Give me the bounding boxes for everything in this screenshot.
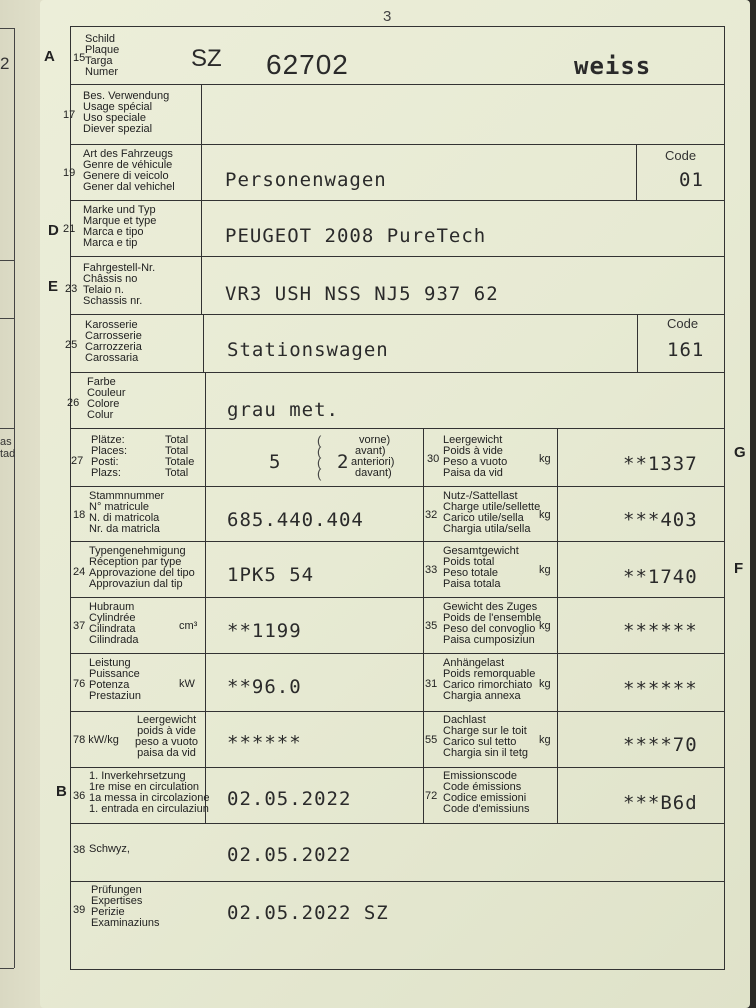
unit-label: kg bbox=[539, 564, 551, 576]
unit-label: kg bbox=[539, 509, 551, 521]
divider bbox=[205, 712, 206, 768]
total-weight-value: **1740 bbox=[623, 566, 698, 588]
field-number: 19 bbox=[63, 167, 76, 179]
field-label: Typengenehmigung Réception par type Approvazione del tipo Approvaziun dal tip bbox=[89, 545, 195, 590]
make-model-value: PEUGEOT 2008 PureTech bbox=[225, 225, 487, 247]
field-label: 1. Inverkehrsetzung 1re mise en circulation 1a messa in circolazione 1. entrada en circulaziun bbox=[89, 770, 210, 815]
row-seats-empty-weight bbox=[71, 429, 724, 487]
divider bbox=[203, 315, 204, 373]
divider bbox=[205, 373, 206, 429]
row-first-registration-emission bbox=[71, 768, 724, 824]
field-number: 55 bbox=[425, 734, 438, 746]
field-label: Plätze: Places: Posti: Plazs: bbox=[91, 434, 128, 479]
field-number: 25 bbox=[65, 339, 78, 351]
divider bbox=[205, 487, 206, 542]
field-label: Karosserie Carrosserie Carrozzeria Carossaria bbox=[85, 319, 142, 364]
payload-value: ***403 bbox=[623, 509, 698, 531]
field-number: 35 bbox=[425, 620, 438, 632]
divider bbox=[557, 712, 558, 768]
divider bbox=[0, 318, 14, 319]
field-number: 15 bbox=[73, 52, 86, 64]
inspection-value: 02.05.2022 SZ bbox=[227, 902, 389, 924]
field-15-plate bbox=[71, 27, 724, 85]
field-number: 18 bbox=[73, 509, 86, 521]
field-label: Anhängelast Poids remorquable Carico rimorchiato Chargia annexa bbox=[443, 657, 536, 702]
divider bbox=[0, 428, 14, 429]
seats-front-value: 2 bbox=[337, 451, 350, 473]
unit-label: cm³ bbox=[179, 620, 198, 632]
divider bbox=[637, 315, 638, 373]
train-weight-value: ****** bbox=[623, 620, 698, 642]
chassis-number-value: VR3 USH NSS NJ5 937 62 bbox=[225, 283, 499, 305]
displacement-value: **1199 bbox=[227, 620, 302, 642]
divider bbox=[201, 257, 202, 315]
field-19-vehicle-type bbox=[63, 145, 724, 201]
side-letter-f: F bbox=[734, 560, 744, 577]
divider bbox=[205, 542, 206, 598]
field-number: 72 bbox=[425, 790, 438, 802]
field-number: 30 bbox=[427, 453, 440, 465]
field-label: Leergewicht Poids à vide Peso a vuoto Paisa da vid bbox=[443, 434, 508, 479]
unit-label: kW bbox=[179, 678, 195, 690]
field-number: 21 bbox=[63, 223, 76, 235]
divider bbox=[205, 598, 206, 654]
unit-label: kg bbox=[539, 620, 551, 632]
side-letter-e: E bbox=[48, 278, 59, 295]
field-label: Hubraum Cylindrée Cilindrata Cilindrada bbox=[89, 601, 139, 646]
vehicle-registration-form bbox=[63, 26, 725, 970]
field-number: 32 bbox=[425, 509, 438, 521]
field-number: 36 bbox=[73, 790, 86, 802]
field-number: 33 bbox=[425, 564, 438, 576]
type-approval-value: 1PK5 54 bbox=[227, 564, 315, 586]
body-type-code: 161 bbox=[667, 339, 705, 361]
color-value: grau met. bbox=[227, 399, 339, 421]
field-26-color bbox=[67, 373, 724, 429]
page-number: 3 bbox=[383, 8, 392, 25]
divider bbox=[423, 598, 424, 654]
code-label: Code bbox=[667, 316, 699, 331]
divider bbox=[201, 145, 202, 201]
issue-place-label: Schwyz, bbox=[89, 843, 130, 855]
power-ratio-value: ****** bbox=[227, 732, 302, 754]
divider bbox=[205, 429, 206, 487]
side-letter-b: B bbox=[56, 783, 67, 800]
row-type-approval-total-weight bbox=[71, 542, 724, 598]
row-inspections bbox=[71, 882, 724, 969]
roof-load-value: ****70 bbox=[623, 734, 698, 756]
divider bbox=[557, 429, 558, 487]
field-23-chassis bbox=[65, 257, 724, 315]
divider bbox=[636, 145, 637, 201]
side-letter-a: A bbox=[44, 48, 55, 65]
field-number: 39 bbox=[73, 904, 86, 916]
field-label: Bes. Verwendung Usage spécial Uso speciale Diever spezial bbox=[83, 90, 170, 135]
divider bbox=[0, 260, 14, 261]
side-letter-g: G bbox=[734, 444, 746, 461]
total-label: Total Total Totale Total bbox=[165, 434, 195, 479]
row-serial-payload bbox=[71, 487, 724, 542]
field-label: Farbe Couleur Colore Colur bbox=[87, 376, 126, 421]
unit-label: kg bbox=[539, 453, 551, 465]
divider bbox=[557, 654, 558, 712]
previous-page-fragment: as bbox=[0, 436, 12, 448]
vehicle-type-code: 01 bbox=[679, 169, 704, 191]
field-number: 31 bbox=[425, 678, 438, 690]
field-label: Leistung Puissance Potenza Prestaziun bbox=[89, 657, 141, 702]
power-value: **96.0 bbox=[227, 676, 302, 698]
divider bbox=[0, 968, 14, 969]
field-label: Nutz-/Sattellast Charge utile/sellette Carico utile/sella Chargia utila/sella bbox=[443, 490, 541, 535]
field-number: 76 bbox=[73, 678, 86, 690]
previous-page-fragment: 2 bbox=[0, 54, 10, 73]
divider bbox=[557, 598, 558, 654]
previous-page-border bbox=[14, 28, 15, 968]
divider bbox=[423, 542, 424, 598]
divider bbox=[423, 712, 424, 768]
vehicle-type-value: Personenwagen bbox=[225, 169, 387, 191]
empty-weight-value: **1337 bbox=[623, 453, 698, 475]
field-21-make-model bbox=[63, 201, 724, 257]
divider bbox=[205, 654, 206, 712]
divider bbox=[423, 768, 424, 824]
field-label: Marke und Typ Marque et type Marca e tipo Marca e tip bbox=[83, 204, 157, 249]
serial-number-value: 685.440.404 bbox=[227, 509, 364, 531]
emission-code-value: ***B6d bbox=[623, 792, 698, 814]
field-number: 78 kW/kg bbox=[73, 734, 119, 746]
first-registration-value: 02.05.2022 bbox=[227, 788, 352, 810]
field-number: 24 bbox=[73, 566, 86, 578]
field-label: Fahrgestell-Nr. Châssis no Telaio n. Schassis nr. bbox=[83, 262, 156, 307]
row-power-ratio-roof-load bbox=[71, 712, 724, 768]
field-label: Dachlast Charge sur le toit Carico sul tetto Chargia sin il tetg bbox=[443, 714, 528, 759]
previous-page-fragment: tad bbox=[0, 448, 16, 460]
divider bbox=[201, 85, 202, 145]
field-label: Leergewicht poids à vide peso a vuoto paisa da vid bbox=[135, 714, 198, 759]
divider bbox=[201, 201, 202, 257]
field-label: Art des Fahrzeugs Genre de véhicule Genere di veicolo Gener dal vehichel bbox=[83, 148, 175, 193]
field-label: Stammnummer N° matricule N. di matricola Nr. da matricla bbox=[89, 490, 165, 535]
field-number: 38 bbox=[73, 844, 86, 856]
field-label: Prüfungen Expertises Perizie Examinaziuns bbox=[91, 884, 160, 929]
divider bbox=[423, 654, 424, 712]
code-label: Code bbox=[665, 148, 697, 163]
field-label: Emissionscode Code émissions Codice emissioni Code d'emissiuns bbox=[443, 770, 530, 815]
field-number: 26 bbox=[67, 397, 80, 409]
bracket: ( ( ( ( bbox=[317, 433, 322, 481]
side-letter-d: D bbox=[48, 222, 59, 239]
field-number: 27 bbox=[71, 455, 84, 467]
row-power-towing bbox=[71, 654, 724, 712]
divider bbox=[423, 429, 424, 487]
field-number: 37 bbox=[73, 620, 86, 632]
field-17-special-use bbox=[63, 85, 724, 145]
field-number: 23 bbox=[65, 283, 78, 295]
divider bbox=[557, 542, 558, 598]
divider bbox=[557, 487, 558, 542]
divider bbox=[0, 28, 14, 29]
canton-code: SZ bbox=[191, 45, 222, 72]
field-label: Gewicht des Zuges Poids de l'ensemble Peso del convoglio Paisa cumposiziun bbox=[443, 601, 542, 646]
unit-label: kg bbox=[539, 734, 551, 746]
field-label: Schild Plaque Targa Numer bbox=[85, 33, 120, 78]
seats-total-value: 5 bbox=[269, 451, 282, 473]
issue-date-value: 02.05.2022 bbox=[227, 844, 352, 866]
body-type-value: Stationswagen bbox=[227, 339, 389, 361]
row-displacement-train-weight bbox=[71, 598, 724, 654]
field-label: Gesamtgewicht Poids total Peso totale Paisa totala bbox=[443, 545, 519, 590]
front-label: vorne) avant) anteriori) davant) bbox=[351, 434, 395, 479]
field-25-body bbox=[65, 315, 724, 373]
divider bbox=[557, 768, 558, 824]
row-issue-place-date bbox=[71, 824, 724, 882]
towing-capacity-value: ****** bbox=[623, 678, 698, 700]
divider bbox=[423, 487, 424, 542]
plate-color: weiss bbox=[574, 52, 652, 80]
unit-label: kg bbox=[539, 678, 551, 690]
plate-number: 62702 bbox=[266, 49, 349, 80]
field-number: 17 bbox=[63, 109, 76, 121]
